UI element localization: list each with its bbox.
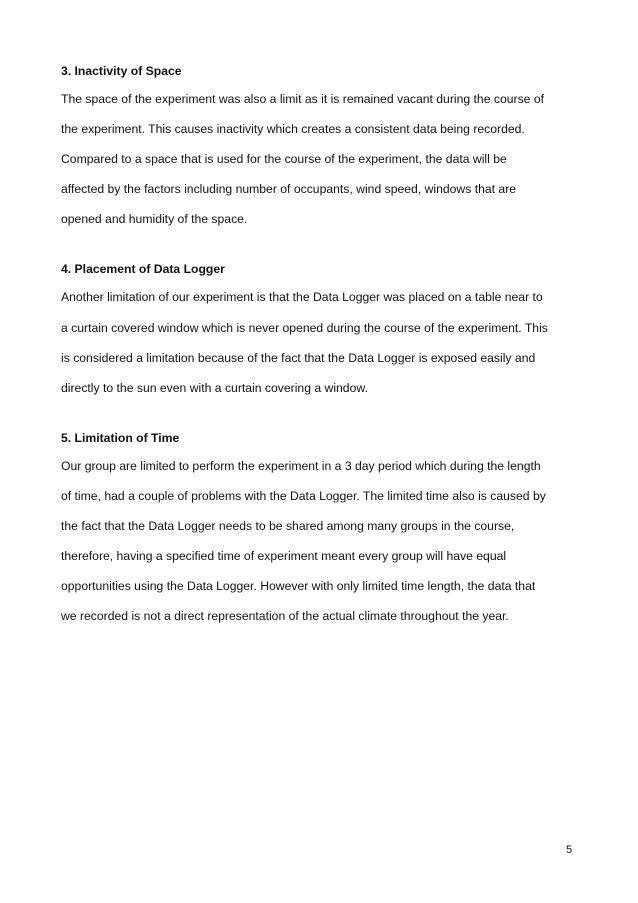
page-content — [61, 58, 581, 631]
paragraph-line: is considered a limitation because of the fact that the Data Logger is exposed easily and — [61, 350, 536, 365]
paragraph-line: the experiment. This causes inactivity which creates a consistent data being recorded. — [61, 122, 525, 137]
page-number: 5 — [566, 844, 573, 856]
paragraph-line: opened and humidity of the space. — [61, 212, 248, 227]
section-heading: 5. Limitation of Time — [61, 430, 180, 445]
section-placement-of-data-logger — [61, 256, 581, 402]
section-heading: 3. Inactivity of Space — [61, 64, 182, 78]
section-spacer — [61, 234, 581, 256]
paragraph-line: therefore, having a specified time of experiment meant every group will have equal — [61, 549, 507, 564]
paragraph-line: The space of the experiment was also a limit as it is remained vacant during the course of — [61, 92, 545, 106]
paragraph-line: Our group are limited to perform the experiment in a 3 day period which during the length — [61, 458, 541, 473]
paragraph-line: we recorded is not a direct representation of the actual climate throughout the year. — [61, 609, 509, 624]
section-inactivity-of-space — [61, 58, 581, 234]
paragraph-line: of time, had a couple of problems with the Data Logger. The limited time also is caused by — [61, 488, 546, 503]
section-paragraph — [61, 84, 581, 234]
section-paragraph — [61, 282, 581, 402]
section-heading: 4. Placement of Data Logger — [61, 262, 225, 277]
paragraph-line: a curtain covered window which is never opened during the course of the experiment. This — [61, 320, 548, 335]
paragraph-line: affected by the factors including number of occupants, wind speed, windows that are — [61, 182, 517, 197]
paragraph-line: Compared to a space that is used for the course of the experiment, the data will be — [61, 152, 507, 167]
section-spacer — [61, 403, 581, 425]
section-limitation-of-time — [61, 425, 581, 632]
paragraph-line: Another limitation of our experiment is that the Data Logger was placed on a table near to — [61, 290, 543, 305]
section-paragraph — [61, 451, 581, 632]
paragraph-line: the fact that the Data Logger needs to be shared among many groups in the course, — [61, 519, 515, 534]
paragraph-line: directly to the sun even with a curtain covering a window. — [61, 380, 368, 395]
paragraph-line: opportunities using the Data Logger. However with only limited time length, the data that — [61, 579, 536, 594]
